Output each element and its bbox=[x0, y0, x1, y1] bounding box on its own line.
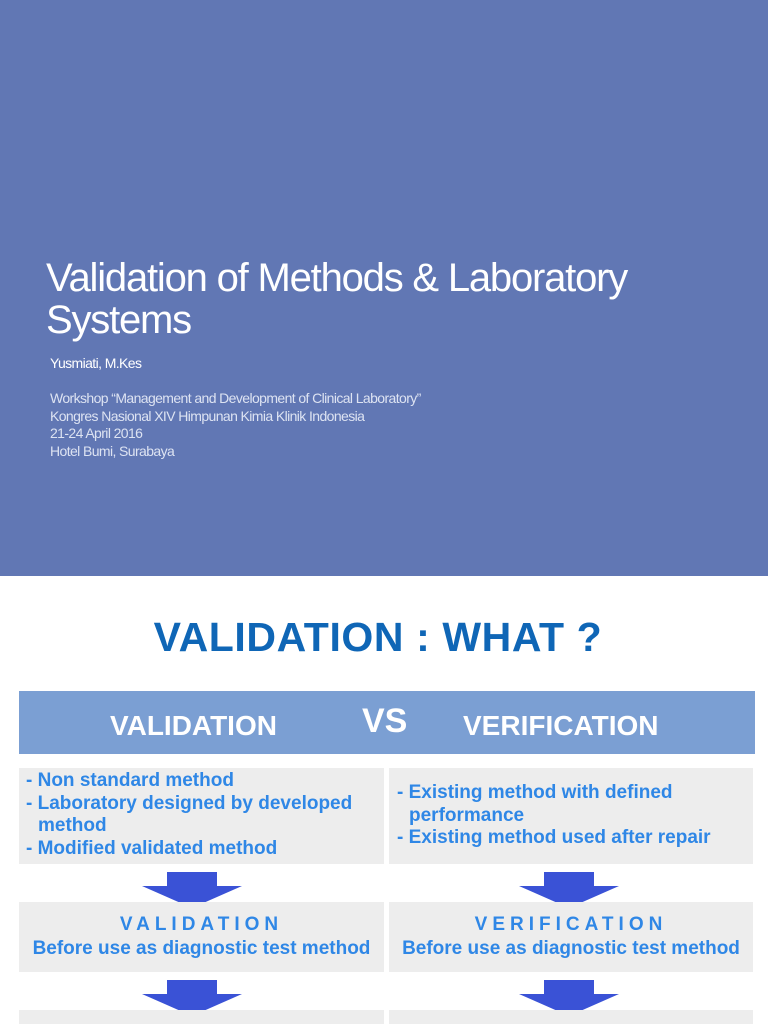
event-line: Workshop “Management and Development of Clinical Laboratory” bbox=[50, 390, 421, 406]
list-item: - Laboratory designed by developed method bbox=[26, 792, 353, 836]
content-slide bbox=[0, 576, 768, 1024]
event-line: 21-24 April 2016 bbox=[50, 425, 143, 442]
event-info bbox=[50, 390, 421, 460]
list-item: - Modified validated method bbox=[26, 837, 278, 859]
verification-result-box bbox=[389, 902, 753, 972]
verification-criteria-box bbox=[389, 768, 753, 864]
header-verification: VERIFICATION bbox=[463, 710, 659, 741]
event-line: Hotel Bumi, Surabaya bbox=[50, 442, 175, 459]
next-step-box-left bbox=[19, 1010, 384, 1024]
validation-criteria-box bbox=[19, 768, 384, 864]
validation-description: Before use as diagnostic test method bbox=[32, 938, 371, 959]
verification-label: VERIFICATION bbox=[474, 914, 668, 935]
presentation-title: Validation of Methods & Laboratory Systems bbox=[46, 256, 628, 342]
header-validation: VALIDATION bbox=[110, 710, 277, 741]
event-line: Kongres Nasional XIV Himpunan Kimia Klinik Indonesia bbox=[50, 407, 365, 424]
next-step-box-right bbox=[389, 1010, 753, 1024]
validation-label: VALIDATION bbox=[119, 914, 284, 935]
validation-result-box bbox=[19, 902, 384, 972]
validation-criteria-list bbox=[26, 770, 378, 860]
list-item: - Existing method used after repair bbox=[397, 827, 711, 848]
header-vs: VS bbox=[362, 702, 408, 740]
verification-criteria-list bbox=[397, 782, 749, 850]
list-item: - Non standard method bbox=[26, 770, 234, 791]
list-item: - Existing method with defined performance bbox=[397, 782, 673, 826]
comparison-header bbox=[19, 691, 755, 754]
author-name: Yusmiati, M.Kes bbox=[50, 355, 142, 371]
slide-heading: VALIDATION : WHAT ? bbox=[153, 614, 603, 660]
verification-description: Before use as diagnostic test method bbox=[402, 938, 740, 959]
